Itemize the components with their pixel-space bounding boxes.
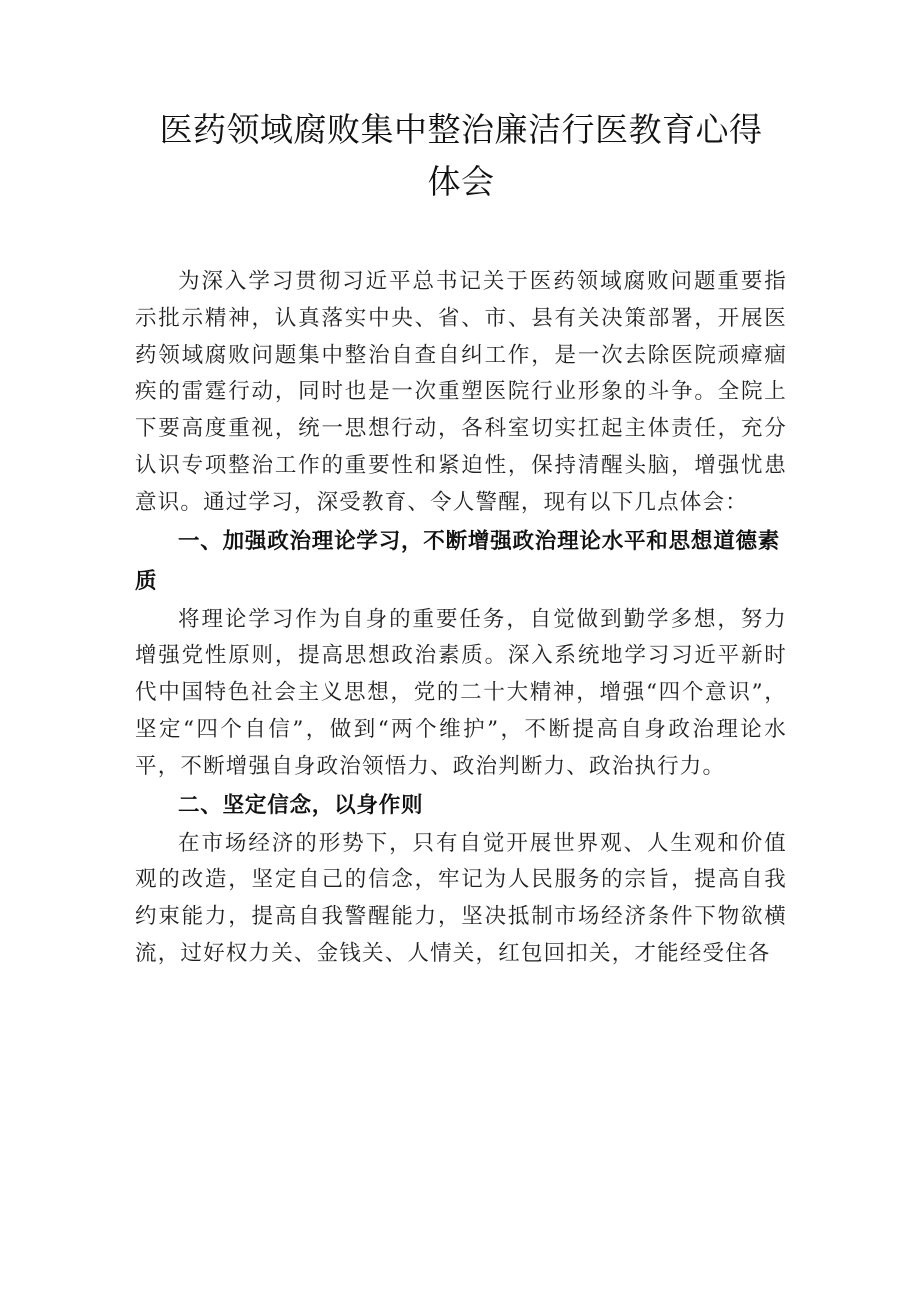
section-1-heading: 一、加强政治理论学习，不断增强政治理论水平和思想道德素质 (135, 528, 781, 594)
title-line-2: 体会 (427, 162, 495, 201)
intro-paragraph: 为深入学习贯彻习近平总书记关于医药领域腐败问题重要指示批示精神，认真落实中央、省、市、县有关决策部署，开展医药领域腐败问题集中整治自查自纠工作，是一次去除医院顽瘴痼疾的雷霆行动，同时也是一次重塑医院行业形象的斗争。全院上下要高度重视，统一思想行动，各科室切实扛起主体责任，充分认识专项整治工作的重要性和紧迫性，保持清醒头脑，增强忧患意识。通过学习，深受教育、令人警醒，现有以下几点体会： (135, 269, 787, 515)
title-line-1: 医药领域腐败集中整治廉洁行医教育心得 (159, 110, 763, 149)
document-page (135, 104, 787, 973)
section-2-paragraph: 在市场经济的形势下，只有自觉开展世界观、人生观和价值观的改造，坚定自己的信念，牢记为人民服务的宗旨，提高自我约束能力，提高自我警醒能力，坚决抵制市场经济条件下物欲横流，过好权力关、金钱关、人情关，红包回扣关，才能经受住各 (135, 830, 787, 966)
document-body (135, 264, 787, 973)
section-1-paragraph: 将理论学习作为自身的重要任务，自觉做到勤学多想，努力增强党性原则，提高思想政治素质。深入系统地学习习近平新时代中国特色社会主义思想，党的二十大精神，增强“四个意识”，坚定“四个自信”，做到“两个维护”，不断提高自身政治理论水平，不断增强自身政治领悟力、政治判断力、政治执行力。 (135, 606, 787, 779)
document-title (135, 104, 787, 208)
section-2-heading: 二、坚定信念，以身作则 (178, 792, 424, 818)
